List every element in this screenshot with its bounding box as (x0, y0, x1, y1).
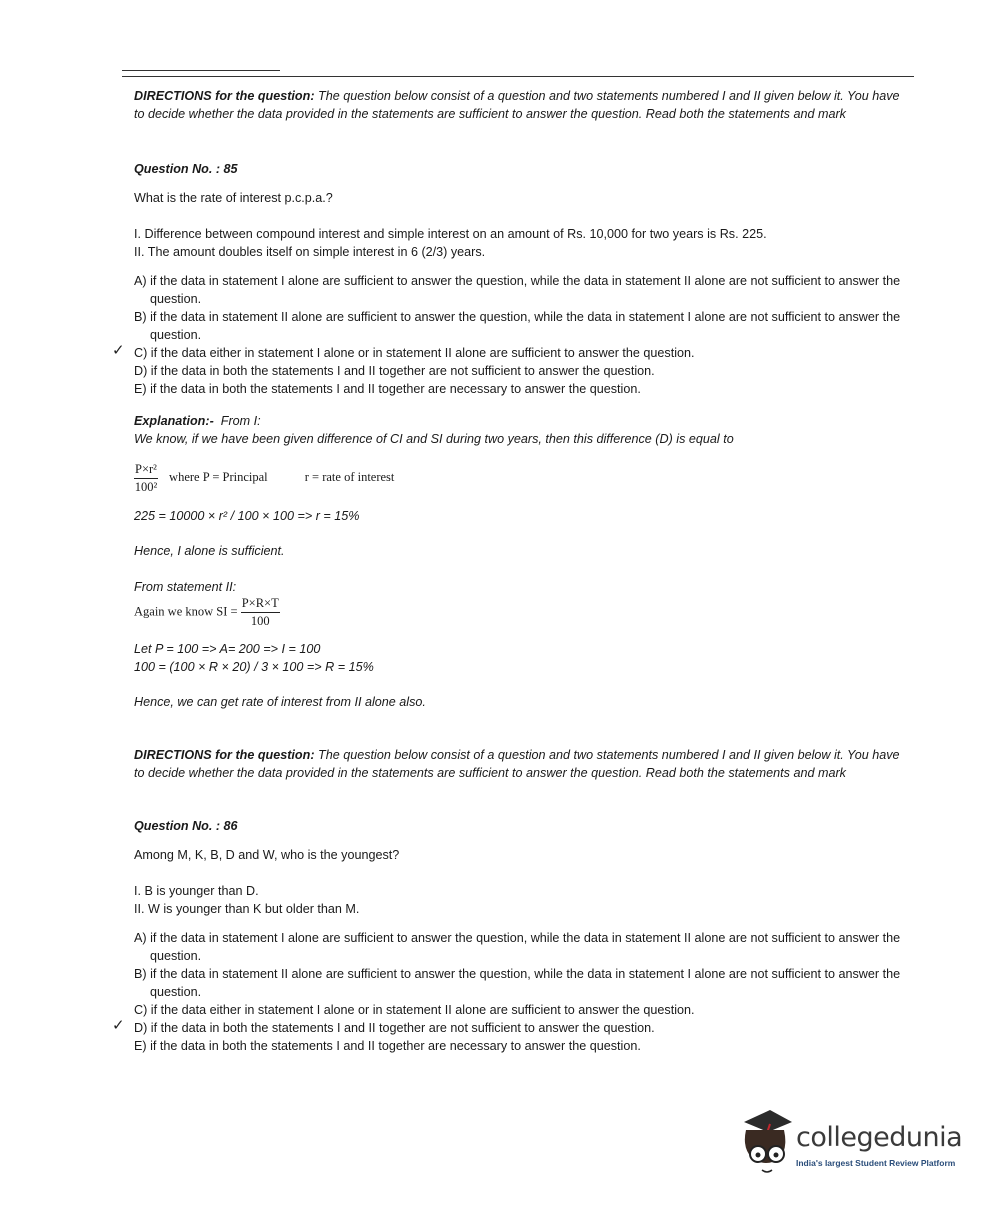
option-a-85: A) if the data in statement I alone are sufficient to answer the question, while the data in statement II alone are not sufficient to answer the question. (134, 274, 901, 306)
formula-where: where P = Principal (169, 470, 268, 485)
calc-line-1: 225 = 10000 × r² / 100 × 100 => r = 15% (134, 509, 360, 523)
question-number-85: Question No. : 85 (134, 162, 238, 176)
si-formula (134, 596, 904, 630)
from-statement-2: From statement II: (134, 580, 237, 594)
question-text-86: Among M, K, B, D and W, who is the youngest? (134, 848, 400, 862)
statement-2-86: II. W is younger than K but older than M. (134, 902, 360, 916)
statement-1-86: I. B is younger than D. (134, 884, 259, 898)
option-a-86: A) if the data in statement I alone are sufficient to answer the question, while the data in statement II alone are not sufficient to answer the question. (134, 931, 901, 963)
option-e-85: E) if the data in both the statements I and II together are necessary to answer the question. (134, 382, 641, 396)
option-b-85: B) if the data in statement II alone are sufficient to answer the question, while the data in statement I alone are not sufficient to answer the question. (134, 310, 901, 342)
question-number-86: Question No. : 86 (134, 819, 238, 833)
formula-r: r = rate of interest (304, 470, 395, 485)
option-d-86: ✓ D) if the data in both the statements I and II together are not sufficient to answer the question. (112, 1016, 655, 1035)
question-text-85: What is the rate of interest p.c.p.a.? (134, 191, 333, 205)
document-body (112, 87, 904, 1055)
directions-85: DIRECTIONS for the question: The question below consist of a question and two statements numbered I and II given below it. You have to decide whether the data provided in the statements are sufficient to answer the question. Read both the statements and mark (134, 89, 900, 121)
explanation-heading: Explanation:- From I: (134, 414, 261, 428)
calc-line-2: 100 = (100 × R × 20) / 3 × 100 => R = 15% (134, 660, 374, 674)
option-e-86: E) if the data in both the statements I and II together are necessary to answer the question. (134, 1039, 641, 1053)
top-rule (122, 76, 914, 77)
logo-tagline: India's largest Student Review Platform (796, 1158, 956, 1168)
si-fraction: $\frac{P\times R\times T}{100}$ (241, 596, 279, 628)
explanation-line: We know, if we have been given difference of CI and SI during two years, then this difference (D) is equal to (134, 432, 734, 446)
si-label: Again we know SI = (134, 604, 238, 619)
let-line: Let P = 100 => A= 200 => I = 100 (134, 642, 321, 656)
collegedunia-logo (738, 1108, 963, 1182)
logo-name: collegedunia (796, 1122, 963, 1153)
statement-2-85: II. The amount doubles itself on simple interest in 6 (2/3) years. (134, 245, 486, 259)
formula-fraction: $\frac{\text{P×r²}}{\text{100²}}$ (134, 462, 158, 494)
statement-1-85: I. Difference between compound interest and simple interest on an amount of Rs. 10,000 for two years is Rs. 225. (134, 227, 767, 241)
hence-line-2: Hence, we can get rate of interest from II alone also. (134, 695, 426, 709)
mascot-icon (738, 1108, 794, 1178)
top-rule-short (122, 70, 280, 71)
directions-86: DIRECTIONS for the question: The question below consist of a question and two statements numbered I and II given below it. You have to decide whether the data provided in the statements are sufficient to answer the question. Read both the statements and mark (134, 748, 900, 780)
hence-line-1: Hence, I alone is sufficient. (134, 544, 285, 558)
option-b-86: B) if the data in statement II alone are sufficient to answer the question, while the data in statement I alone are not sufficient to answer the question. (134, 967, 901, 999)
option-c-85: ✓ C) if the data either in statement I alone or in statement II alone are sufficient to answer the question. (112, 341, 695, 360)
option-d-85: D) if the data in both the statements I and II together are not sufficient to answer the question. (134, 364, 655, 378)
ci-si-formula (134, 462, 904, 496)
option-c-86: C) if the data either in statement I alone or in statement II alone are sufficient to answer the question. (134, 1003, 695, 1017)
